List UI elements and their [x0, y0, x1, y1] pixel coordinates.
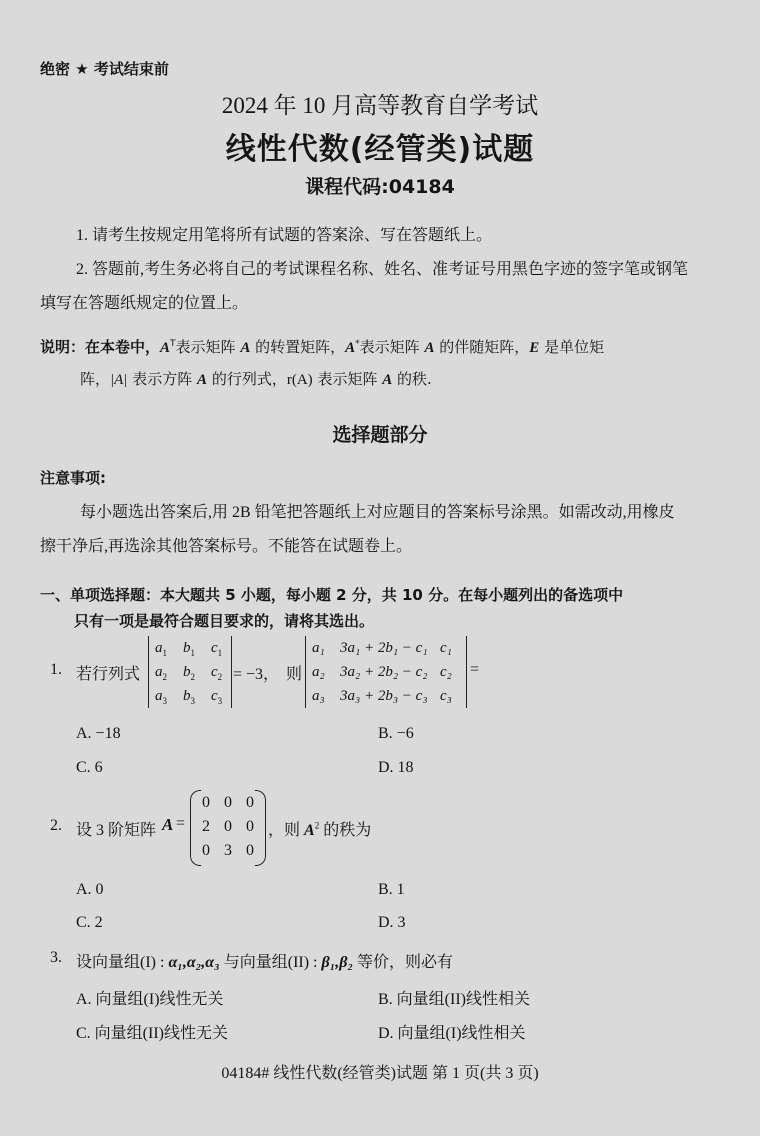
instruction-2: 2. 答题前,考生务必将自己的考试课程名称、姓名、准考证号用黑色字迹的签字笔或钢笔: [76, 261, 689, 278]
confidential-mark: 绝密 ★ 考试结束前: [40, 60, 169, 78]
instruction-1: 1. 请考生按规定用笔将所有试题的答案涂、写在答题纸上。: [76, 227, 493, 244]
q1-then: 则: [286, 666, 303, 683]
attention-line-2: 擦干净后,再选涂其他答案标号。不能答在试题卷上。: [40, 538, 413, 555]
left-paren: [190, 790, 201, 866]
q1-option-d[interactable]: D. 18: [378, 759, 414, 776]
q1-equals: = −3，: [233, 666, 280, 683]
q2-option-d[interactable]: D. 3: [378, 914, 406, 931]
part1-heading-cont: 只有一项是最符合题目要求的，请将其选出。: [74, 612, 375, 630]
attention-label: 注意事项:: [40, 469, 106, 487]
q2-suffix: ，则 $A^2$ 的秩为: [268, 820, 372, 839]
instruction-2-cont: 填写在答题纸规定的位置上。: [40, 295, 249, 312]
q1-determinant-1: $a_1$ $b_1$ $c_1$ $a_2$ $b_2$ $c_2$ $a_3$ $b_3$ $c_3$: [148, 636, 232, 708]
q2-matrix-name: A: [162, 815, 174, 834]
q2-option-c[interactable]: C. 2: [76, 914, 103, 931]
q1-number: 1.: [50, 661, 62, 678]
q3-number: 3.: [50, 949, 62, 966]
q2-option-b[interactable]: B. 1: [378, 881, 405, 898]
notation-prefix: 说明：在本卷中，: [40, 338, 161, 356]
q2-eq: =: [176, 815, 186, 832]
section-title: 选择题部分: [332, 424, 428, 446]
course-code: 课程代码:04184: [305, 176, 455, 198]
q3-text: 设向量组(I) : α₁,α₂,α₃ 与向量组(II) : β₁,β₂ 等价，则必有: [76, 954, 454, 971]
q1-suffix: =: [470, 661, 480, 678]
q1-determinant-2: a₁ 3a₁ + 2b₁ − c₁ c₁ a₂ 3a₂ + 2b₂ − c₂ c₂ a₃ 3a₃ + 2b₃ − c₃ c₃: [305, 636, 467, 708]
q1-option-a[interactable]: A. −18: [76, 725, 121, 742]
q1-option-b[interactable]: B. −6: [378, 725, 414, 742]
right-paren: [255, 790, 266, 866]
exam-session: 2024 年 10 月高等教育自学考试: [221, 93, 539, 118]
q2-prefix: 设 3 阶矩阵: [76, 822, 157, 839]
q3-option-b[interactable]: B. 向量组(II)线性相关: [378, 991, 530, 1008]
q3-option-d[interactable]: D. 向量组(I)线性相关: [378, 1025, 526, 1042]
q1-option-c[interactable]: C. 6: [76, 759, 103, 776]
part1-heading: 一、单项选择题：本大题共 5 小题，每小题 2 分，共 10 分。在每小题列出的备选项中: [40, 586, 624, 604]
q1-prefix: 若行列式: [76, 666, 141, 683]
notation-line-1: 说明：在本卷中，$A^T$表示矩阵 A 的转置矩阵，A*表示矩阵 A 的伴随矩阵，E 是单位矩: [40, 338, 605, 356]
q3-option-a[interactable]: A. 向量组(I)线性无关: [76, 991, 224, 1008]
q2-option-a[interactable]: A. 0: [76, 881, 104, 898]
page-title: 线性代数(经管类)试题: [225, 132, 535, 167]
q2-number: 2.: [50, 817, 62, 834]
page-footer: 04184# 线性代数(经管类)试题 第 1 页(共 3 页): [221, 1065, 539, 1082]
attention-line-1: 每小题选出答案后,用 2B 铅笔把答题纸上对应题目的答案标号涂黑。如需改动,用橡皮: [80, 504, 675, 521]
q2-matrix: 0 0 0 2 0 0 0 3 0: [190, 790, 266, 864]
q3-option-c[interactable]: C. 向量组(II)线性无关: [76, 1025, 228, 1042]
notation-line-2: 阵，|A| 表示方阵 A 的行列式，r(A) 表示矩阵 A 的秩.: [80, 370, 432, 388]
